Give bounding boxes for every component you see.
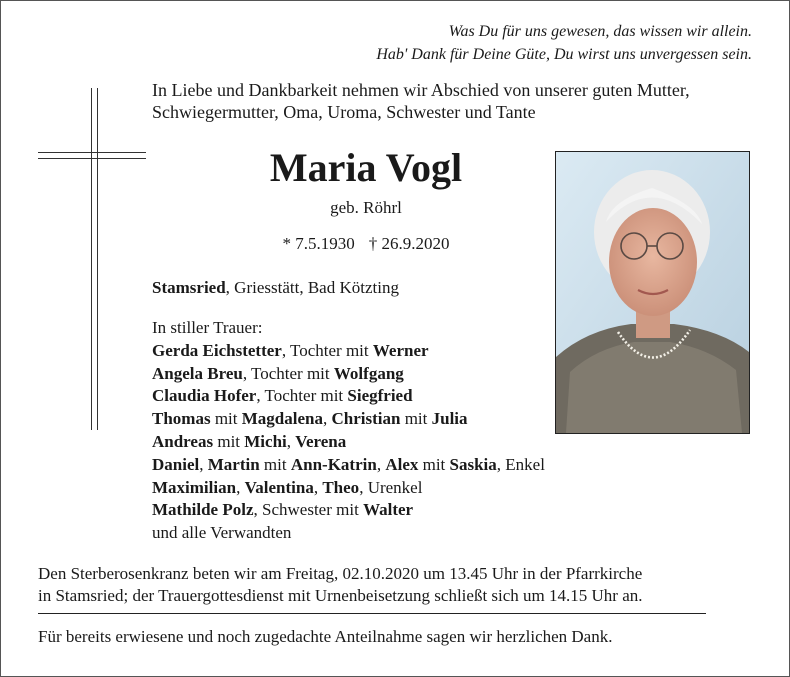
mourner-relation: , — [236, 477, 245, 497]
mourner-name: Maximilian — [152, 477, 237, 497]
mourner-relation: , — [322, 409, 332, 429]
mourner-name: Valentina — [244, 477, 314, 497]
intro-line-2: Schwiegermutter, Oma, Uroma, Schwester und Tante — [152, 102, 536, 122]
mourner-line — [152, 340, 545, 363]
mourner-relation: , Schwester mit — [253, 500, 364, 520]
cross-icon-bar — [38, 152, 146, 159]
mourner-name: Thomas — [152, 409, 211, 429]
mourner-line — [152, 431, 545, 454]
mourner-name: Julia — [431, 409, 468, 429]
mourner-relation: , — [376, 454, 386, 474]
mourner-relation: , Tochter mit — [256, 386, 348, 406]
mourner-name: Daniel — [152, 454, 200, 474]
mourner-relation: , — [286, 431, 296, 451]
mourners-heading: In stiller Trauer: — [152, 318, 263, 337]
deceased-name: Maria Vogl — [269, 145, 463, 190]
intro-text — [152, 79, 762, 123]
birth-date: * 7.5.1930 — [282, 234, 355, 253]
cross-icon — [91, 88, 98, 430]
intro-line-1: In Liebe und Dankbarkeit nehmen wir Abschied von unserer guten Mutter, — [152, 80, 690, 100]
mourner-name: Siegfried — [347, 386, 413, 406]
mourner-name: Saskia — [449, 454, 497, 474]
portrait-photo — [555, 151, 750, 434]
birth-name: geb. Röhrl — [330, 198, 402, 217]
mourners-list — [152, 317, 545, 545]
mourner-name: Michi — [244, 431, 287, 451]
mourner-name: Angela Breu — [152, 363, 243, 383]
mourner-relation: , Tochter mit — [281, 340, 373, 360]
mourner-relation: mit — [400, 409, 432, 429]
service-info — [38, 563, 758, 607]
mourner-line — [152, 408, 545, 431]
mourner-name: Ann-Katrin — [290, 454, 377, 474]
mourner-name: Theo — [322, 477, 360, 497]
memorial-quote — [376, 20, 752, 66]
mourner-relation: , — [313, 477, 323, 497]
mourner-relation: , Enkel — [496, 454, 545, 474]
mourner-name: Wolfgang — [333, 363, 404, 383]
life-dates — [152, 233, 580, 255]
divider — [38, 613, 706, 614]
thanks-text: Für bereits erwiesene und noch zugedachte Anteilnahme sagen wir herzlichen Dank. — [38, 627, 613, 646]
mourner-line — [152, 477, 545, 500]
mourner-relation: mit — [418, 454, 450, 474]
place-others: , Griesstätt, Bad Kötzting — [225, 278, 399, 297]
mourner-name: Claudia Hofer — [152, 386, 257, 406]
mourner-relation: und alle Verwandten — [152, 523, 292, 543]
death-date: † 26.9.2020 — [368, 234, 450, 253]
quote-line-2: Hab' Dank für Deine Güte, Du wirst uns unvergessen sein. — [376, 46, 752, 63]
mourner-line — [152, 385, 545, 408]
mourner-name: Alex — [385, 454, 419, 474]
mourner-lines — [152, 340, 545, 545]
places — [152, 277, 399, 299]
mourner-name: Magdalena — [241, 409, 323, 429]
mourner-name: Andreas — [152, 431, 214, 451]
mourner-name: Gerda Eichstetter — [152, 340, 282, 360]
mourner-line — [152, 363, 545, 386]
mourner-name: Mathilde Polz — [152, 500, 254, 520]
mourner-relation: , Tochter mit — [242, 363, 334, 383]
mourner-line — [152, 522, 545, 545]
mourner-relation: , — [199, 454, 208, 474]
service-line-2: in Stamsried; der Trauergottesdienst mit Urnenbeisetzung schließt sich um 14.15 Uhr an. — [38, 586, 643, 605]
quote-line-1: Was Du für uns gewesen, das wissen wir allein. — [448, 23, 752, 40]
mourner-name: Werner — [372, 340, 429, 360]
mourner-relation: mit — [210, 409, 242, 429]
service-line-1: Den Sterberosenkranz beten wir am Freitag, 02.10.2020 um 13.45 Uhr in der Pfarrkirche — [38, 564, 643, 583]
mourner-relation: mit — [213, 431, 245, 451]
mourner-line — [152, 454, 545, 477]
mourner-name: Christian — [331, 409, 401, 429]
place-primary: Stamsried — [152, 278, 226, 297]
mourner-line — [152, 499, 545, 522]
mourner-name: Verena — [295, 431, 347, 451]
mourner-relation: mit — [259, 454, 291, 474]
mourner-name: Walter — [363, 500, 414, 520]
mourner-relation: , Urenkel — [359, 477, 423, 497]
mourner-name: Martin — [207, 454, 260, 474]
